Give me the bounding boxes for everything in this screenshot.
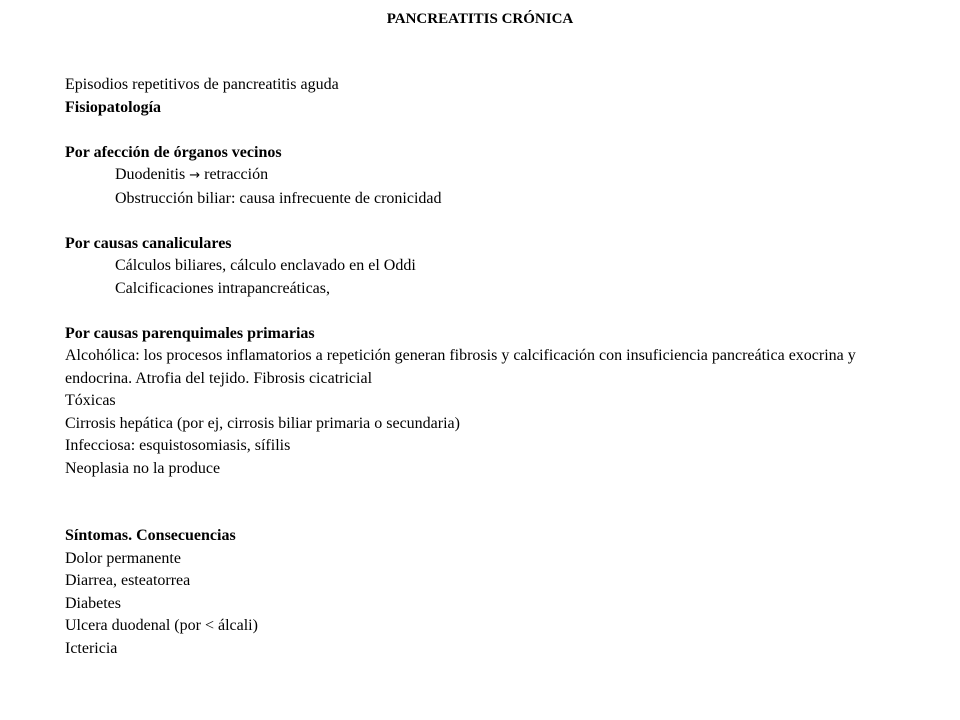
list-item: Tóxicas	[65, 392, 116, 409]
list-item: Ulcera duodenal (por < álcali)	[65, 617, 258, 634]
spacer	[65, 480, 895, 525]
list-item: Calcificaciones intrapancreáticas,	[115, 279, 330, 297]
intro-text: Episodios repetitivos de pancreatitis aguda	[65, 76, 339, 93]
obstruccion-item: Obstrucción biliar: causa infrecuente de cronicidad	[115, 189, 442, 207]
list-item: Ictericia	[65, 639, 118, 657]
sintomas-heading: Síntomas. Consecuencias	[65, 527, 236, 544]
arrow-right-icon: →	[189, 168, 201, 183]
list-item: Diarrea, esteatorrea	[65, 572, 191, 589]
list-item: Dolor permanente	[65, 549, 181, 567]
spacer	[65, 210, 895, 233]
fisiopatologia-heading: Fisiopatología	[65, 98, 162, 116]
list-item: Diabetes	[65, 594, 121, 612]
list-item: Infecciosa: esquistosomiasis, sífilis	[65, 437, 291, 454]
alcoholica-paragraph: Alcohólica: los procesos inflamatorios a repetición generan fibrosis y calcificación con insuficiencia pancreática exocrina y endocrina. Atrofia del tejido. Fibrosis cicatricial	[65, 347, 856, 387]
list-item: Cirrosis hepática (por ej, cirrosis biliar primaria o secundaria)	[65, 414, 460, 432]
document-body	[65, 74, 895, 660]
duodenitis-text: Duodenitis	[115, 166, 186, 183]
duodenitis-item	[65, 164, 895, 188]
list-item: Cálculos biliares, cálculo enclavado en el Oddi	[115, 257, 416, 274]
retraccion-text: retracción	[204, 166, 269, 183]
organos-vecinos-heading: Por afección de órganos vecinos	[65, 143, 282, 161]
spacer	[65, 119, 895, 142]
canaliculares-heading: Por causas canaliculares	[65, 234, 232, 252]
spacer	[65, 300, 895, 323]
parenquimales-heading: Por causas parenquimales primarias	[65, 324, 315, 342]
list-item: Neoplasia no la produce	[65, 459, 221, 477]
page-title: PANCREATITIS CRÓNICA	[386, 11, 574, 27]
